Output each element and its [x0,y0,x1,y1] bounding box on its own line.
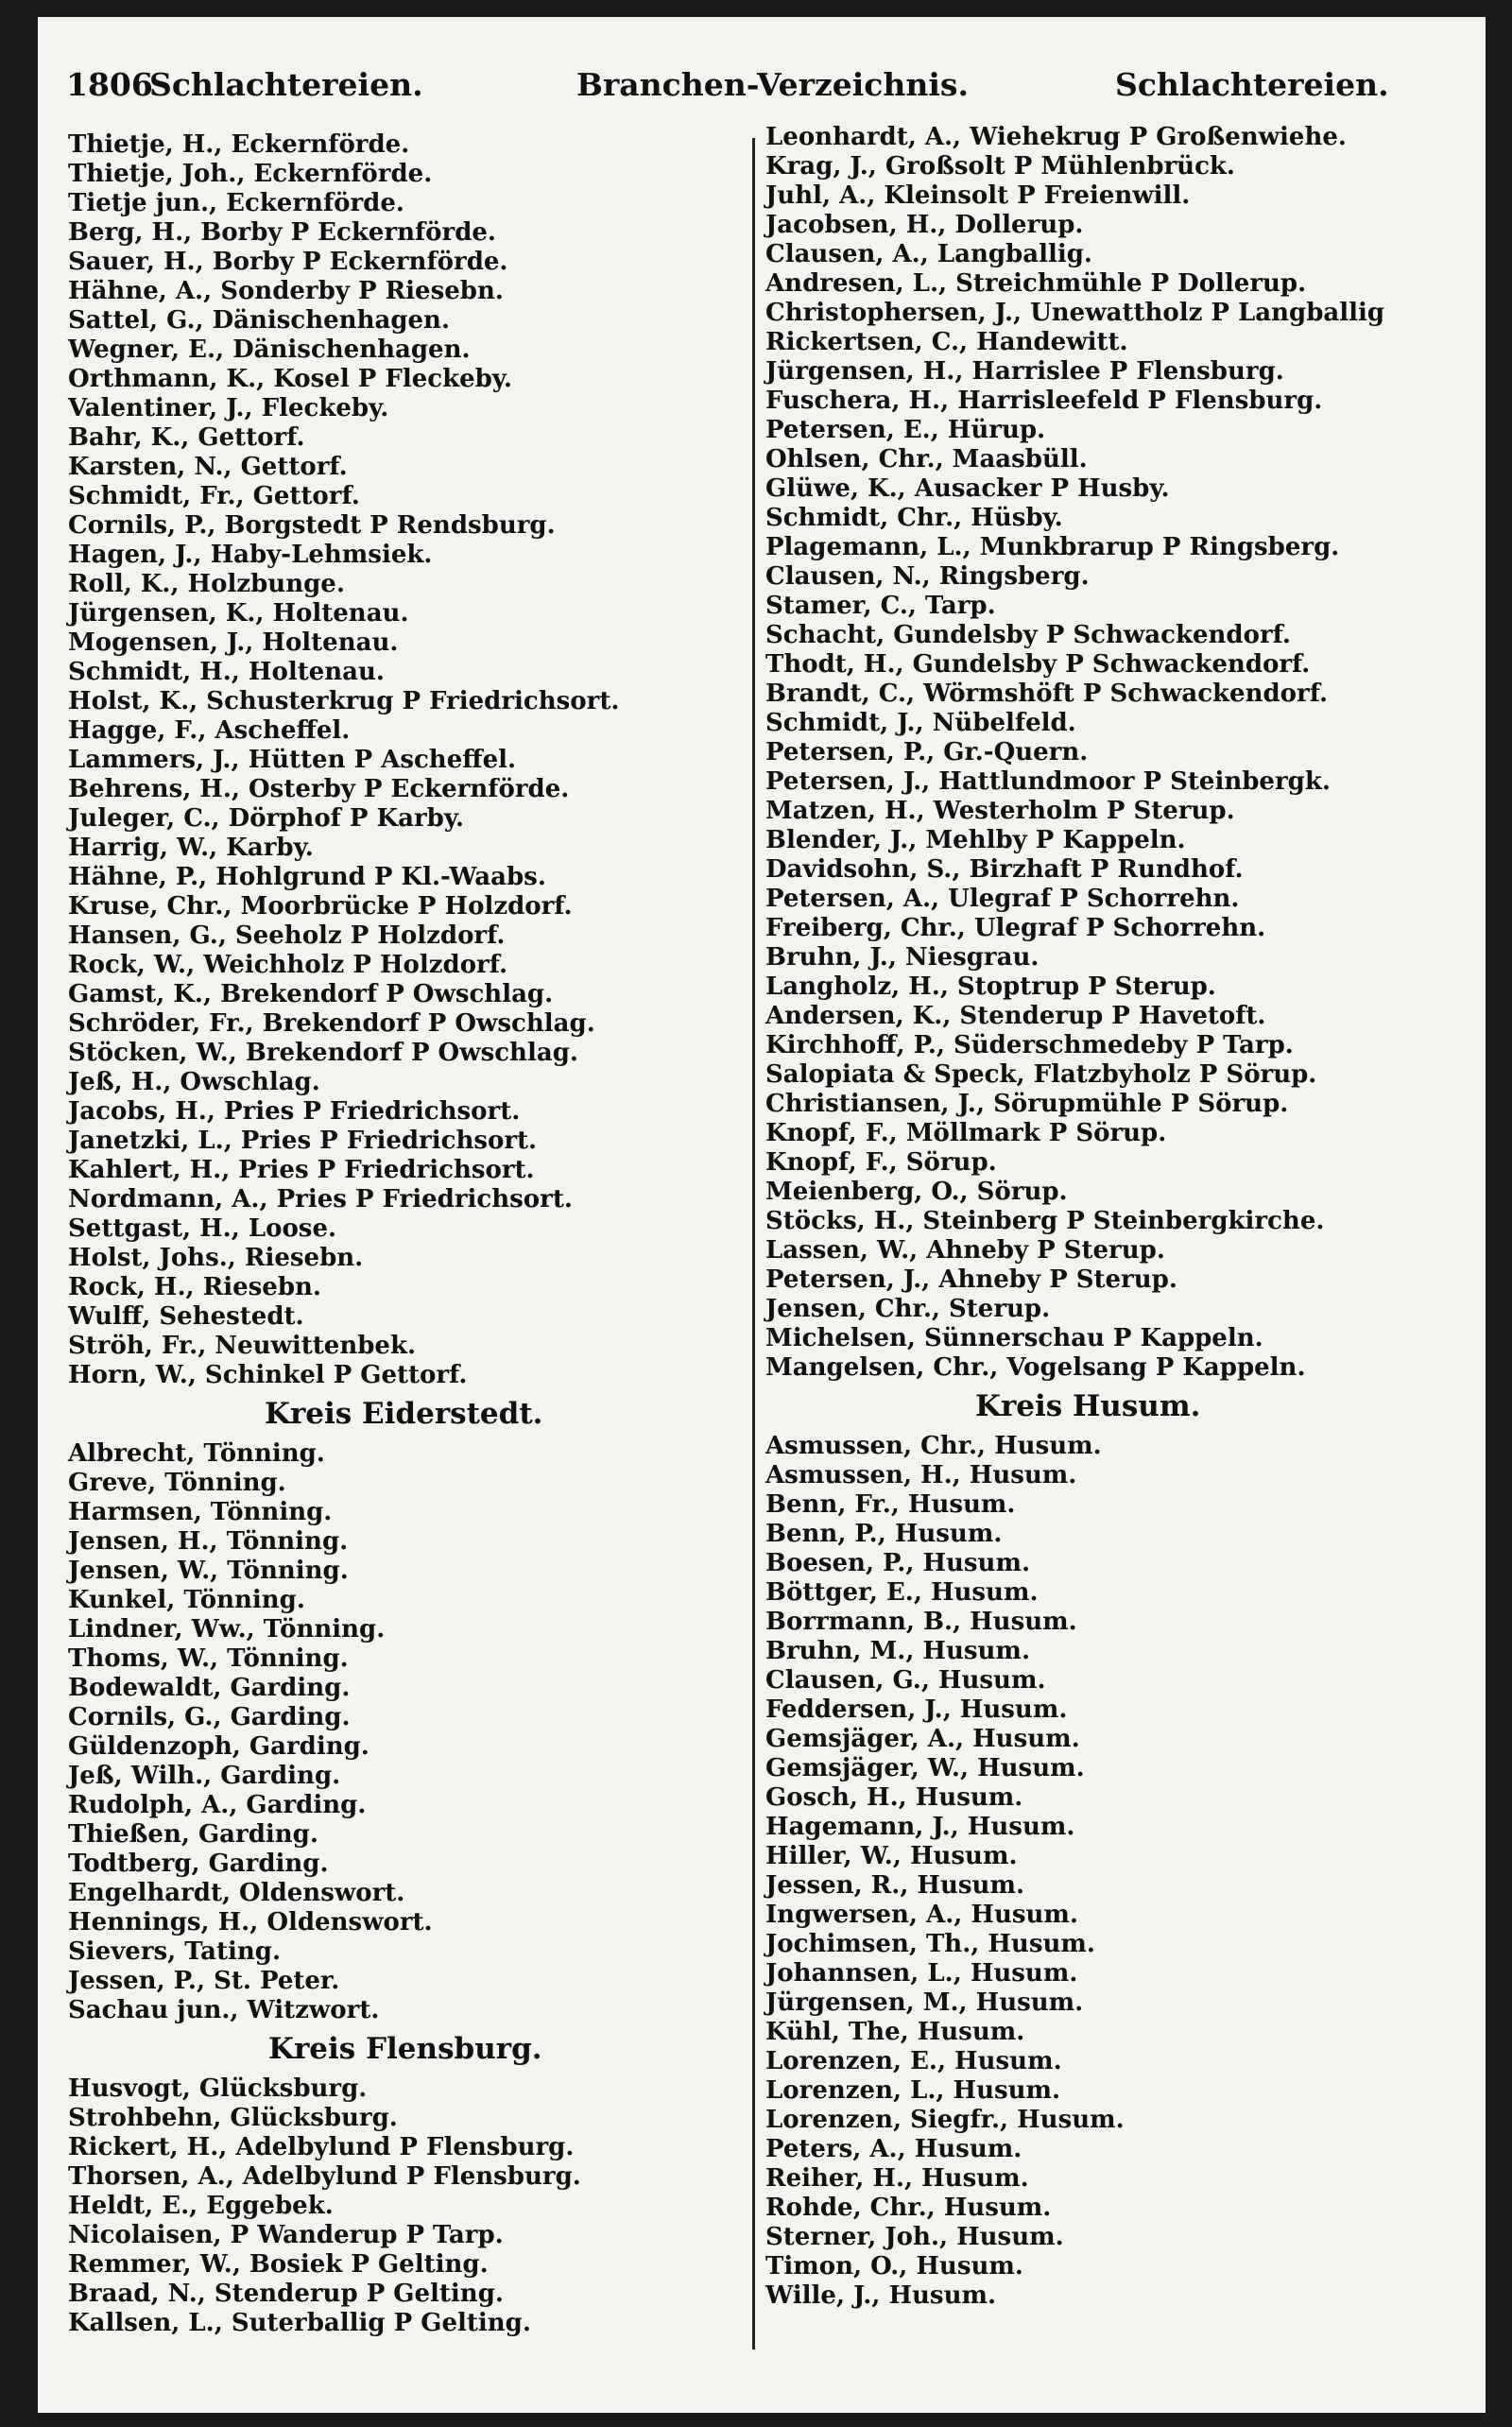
directory-entry: Wulff, Sehestedt. [68,1302,304,1331]
directory-entry: Christophersen, J., Unewattholz P Langballig [765,299,1385,327]
directory-entry: Berg, H., Borby P Eckernförde. [68,218,496,247]
directory-entry: Harmsen, Tönning. [68,1498,333,1526]
directory-entry: Schmidt, Chr., Hüsby. [765,504,1063,532]
directory-entry: Böttger, E., Husum. [765,1578,1039,1607]
directory-entry: Jürgensen, K., Holtenau. [68,599,409,628]
running-head-center: Branchen-Verzeichnis. [576,66,969,103]
directory-entry: Gamst, K., Brekendorf P Owschlag. [68,980,554,1008]
directory-entry: Kunkel, Tönning. [68,1586,305,1614]
directory-entry: Gosch, H., Husum. [765,1783,1023,1812]
running-head-right: Schlachtereien. [1115,66,1389,103]
directory-entry: Schmidt, J., Nübelfeld. [765,709,1076,737]
directory-entry: Thietje, H., Eckernförde. [68,130,410,159]
directory-entry: Jacobs, H., Pries P Friedrichsort. [68,1097,521,1126]
directory-entry: Wegner, E., Dänischenhagen. [68,336,471,364]
directory-entry: Nordmann, A., Pries P Friedrichsort. [68,1185,573,1214]
right-block-flensburg-cont [765,123,1427,1383]
directory-entry: Clausen, N., Ringsberg. [765,562,1090,591]
directory-entry: Asmussen, H., Husum. [765,1461,1077,1489]
directory-entry: Thietje, Joh., Eckernförde. [68,160,433,188]
directory-entry: Davidsohn, S., Birzhaft P Rundhof. [765,855,1244,884]
directory-entry: Mogensen, J., Holtenau. [68,628,399,657]
directory-entry: Rock, W., Weichholz P Holzdorf. [68,951,508,979]
directory-entry: Remmer, W., Bosiek P Gelting. [68,2250,489,2279]
directory-entry: Johannsen, L., Husum. [765,1959,1078,1988]
directory-entry: Timon, O., Husum. [765,2252,1023,2281]
directory-entry: Salopiata & Speck, Flatzbyholz P Sörup. [765,1060,1317,1089]
directory-entry: Husvogt, Glücksburg. [68,2074,368,2103]
directory-entry: Stamer, C., Tarp. [765,592,996,620]
running-head-left: Schlachtereien. [149,66,423,103]
directory-entry: Andresen, L., Streichmühle P Dollerup. [765,269,1307,298]
directory-entry: Kühl, The, Husum. [765,2018,1025,2046]
directory-entry: Hagemann, J., Husum. [765,1813,1075,1841]
directory-entry: Krag, J., Großsolt P Mühlenbrück. [765,152,1235,181]
directory-entry: Petersen, P., Gr.-Quern. [765,738,1089,766]
directory-entry: Holst, K., Schusterkrug P Friedrichsort. [68,687,620,715]
directory-entry: Rudolph, A., Garding. [68,1791,367,1819]
directory-entry: Stöcken, W., Brekendorf P Owschlag. [68,1039,578,1067]
left-column [68,130,730,2338]
directory-entry: Petersen, E., Hürup. [765,416,1046,444]
directory-entry: Boesen, P., Husum. [765,1549,1031,1577]
directory-entry: Andersen, K., Stenderup P Havetoft. [765,1002,1266,1030]
directory-entry: Lorenzen, Siegfr., Husum. [765,2106,1125,2134]
directory-entry: Matzen, H., Westerholm P Sterup. [765,797,1235,825]
directory-entry: Sachau jun., Witzwort. [68,1996,380,2024]
directory-entry: Rickertsen, C., Handewitt. [765,328,1128,356]
directory-entry: Borrmann, B., Husum. [765,1608,1077,1636]
directory-entry: Bahr, K., Gettorf. [68,423,305,452]
directory-entry: Petersen, A., Ulegraf P Schorrehn. [765,885,1240,913]
directory-entry: Kirchhoff, P., Süderschmedeby P Tarp. [765,1031,1294,1059]
directory-entry: Rock, H., Riesebn. [68,1273,321,1301]
directory-entry: Rohde, Chr., Husum. [765,2194,1052,2222]
directory-entry: Cornils, G., Garding. [68,1703,351,1731]
directory-entry: Clausen, A., Langballig. [765,240,1092,268]
directory-entry: Karsten, N., Gettorf. [68,453,348,481]
directory-entry: Bruhn, J., Niesgrau. [765,943,1040,972]
directory-entry: Todtberg, Garding. [68,1850,329,1878]
directory-entry: Feddersen, J., Husum. [765,1695,1068,1724]
directory-entry: Blender, J., Mehlby P Kappeln. [765,826,1186,854]
directory-entry: Greve, Tönning. [68,1469,286,1497]
directory-entry: Jürgensen, H., Harrislee P Flensburg. [765,357,1284,386]
directory-entry: Thorsen, A., Adelbylund P Flensburg. [68,2162,581,2191]
directory-entry: Sievers, Tating. [68,1937,282,1966]
directory-entry: Stöcks, H., Steinberg P Steinbergkirche. [765,1207,1325,1235]
directory-entry: Leonhardt, A., Wiehekrug P Großenwiehe. [765,123,1347,151]
directory-entry: Cornils, P., Borgstedt P Rendsburg. [68,511,556,540]
directory-entry: Bodewaldt, Garding. [68,1674,351,1702]
directory-entry: Valentiner, J., Fleckeby. [68,394,389,422]
directory-entry: Lassen, W., Ahneby P Sterup. [765,1236,1165,1265]
directory-entry: Hiller, W., Husum. [765,1842,1018,1870]
directory-entry: Petersen, J., Hattlundmoor P Steinbergk. [765,767,1331,796]
directory-entry: Lorenzen, E., Husum. [765,2047,1062,2075]
directory-entry: Sauer, H., Borby P Eckernförde. [68,248,508,276]
directory-entry: Heldt, E., Eggebek. [68,2192,334,2220]
directory-entry: Jessen, R., Husum. [765,1871,1025,1900]
left-block-flensburg [68,2074,730,2338]
directory-entry: Güldenzoph, Garding. [68,1732,369,1761]
directory-entry: Lindner, Ww., Tönning. [68,1615,386,1644]
directory-entry: Thodt, H., Gundelsby P Schwackendorf. [765,650,1311,679]
directory-entry: Gemsjäger, W., Husum. [765,1754,1085,1782]
directory-entry: Hennings, H., Oldenswort. [68,1908,433,1936]
left-block-eiderstedt [68,1439,730,2025]
directory-entry: Hähne, P., Hohlgrund P Kl.-Waabs. [68,863,546,891]
directory-entry: Braad, N., Stenderup P Gelting. [68,2280,504,2308]
directory-entry: Mangelsen, Chr., Vogelsang P Kappeln. [765,1353,1306,1382]
directory-entry: Tietje jun., Eckernförde. [68,189,404,217]
directory-entry: Schmidt, H., Holtenau. [68,658,385,686]
directory-entry: Petersen, J., Ahneby P Sterup. [765,1265,1177,1294]
directory-entry: Rickert, H., Adelbylund P Flensburg. [68,2133,575,2161]
directory-entry: Plagemann, L., Munkbrarup P Ringsberg. [765,533,1340,561]
directory-entry: Juhl, A., Kleinsolt P Freienwill. [765,181,1191,210]
directory-entry: Thießen, Garding. [68,1820,318,1849]
directory-entry: Jensen, H., Tönning. [68,1527,349,1556]
directory-entry: Janetzki, L., Pries P Friedrichsort. [68,1127,538,1155]
directory-entry: Jensen, Chr., Sterup. [765,1295,1051,1323]
directory-entry: Benn, P., Husum. [765,1520,1003,1548]
directory-entry: Christiansen, J., Sörupmühle P Sörup. [765,1090,1289,1118]
directory-entry: Kahlert, H., Pries P Friedrichsort. [68,1156,535,1184]
directory-entry: Benn, Fr., Husum. [765,1490,1016,1519]
column-divider [752,138,755,2350]
directory-entry: Jensen, W., Tönning. [68,1557,349,1585]
directory-entry: Hähne, A., Sonderby P Riesebn. [68,277,504,305]
directory-entry: Juleger, C., Dörphof P Karby. [68,804,464,833]
directory-entry: Harrig, W., Karby. [68,834,314,862]
directory-entry: Bruhn, M., Husum. [765,1637,1030,1665]
page-header [66,47,1389,113]
directory-entry: Fuschera, H., Harrisleefeld P Flensburg. [765,387,1323,415]
directory-entry: Holst, Johs., Riesebn. [68,1244,364,1272]
directory-entry: Wille, J., Husum. [765,2281,997,2310]
directory-page [38,17,1486,2413]
directory-entry: Ingwersen, A., Husum. [765,1901,1078,1929]
directory-entry: Knopf, F., Möllmark P Sörup. [765,1119,1167,1147]
directory-entry: Gemsjäger, A., Husum. [765,1725,1080,1753]
left-block-eckernfoerde [68,130,730,1390]
directory-entry: Ohlsen, Chr., Maasbüll. [765,445,1088,473]
directory-entry: Sattel, G., Dänischenhagen. [68,306,451,335]
directory-entry: Schröder, Fr., Brekendorf P Owschlag. [68,1009,595,1038]
directory-entry: Engelhardt, Oldenswort. [68,1879,405,1907]
section-heading-flensburg: Kreis Flensburg. [268,2032,542,2066]
directory-entry: Lorenzen, L., Husum. [765,2076,1061,2105]
directory-entry: Knopf, F., Sörup. [765,1148,997,1177]
directory-entry: Kallsen, L., Suterballig P Gelting. [68,2309,531,2337]
directory-entry: Jacobsen, H., Dollerup. [765,211,1084,239]
directory-entry: Jeß, H., Owschlag. [68,1068,320,1096]
page-number: 1806 [66,66,153,103]
directory-entry: Jochimsen, Th., Husum. [765,1930,1095,1958]
directory-entry: Albrecht, Tönning. [68,1439,325,1468]
section-heading-eiderstedt: Kreis Eiderstedt. [265,1397,543,1431]
directory-entry: Hagge, F., Ascheffel. [68,716,351,745]
directory-entry: Ströh, Fr., Neuwittenbek. [68,1332,417,1360]
directory-entry: Nicolaisen, P Wanderup P Tarp. [68,2221,504,2249]
directory-entry: Settgast, H., Loose. [68,1214,337,1243]
directory-entry: Hagen, J., Haby-Lehmsiek. [68,541,433,569]
directory-entry: Schacht, Gundelsby P Schwackendorf. [765,621,1291,649]
directory-entry: Meienberg, O., Sörup. [765,1178,1068,1206]
right-column [765,123,1427,2311]
directory-entry: Roll, K., Holzbunge. [68,570,345,598]
directory-entry: Behrens, H., Osterby P Eckernförde. [68,775,570,803]
directory-entry: Brandt, C., Wörmshöft P Schwackendorf. [765,680,1329,708]
directory-entry: Horn, W., Schinkel P Gettorf. [68,1361,468,1389]
section-heading-husum: Kreis Husum. [975,1389,1201,1423]
directory-entry: Clausen, G., Husum. [765,1666,1046,1695]
directory-entry: Reiher, H., Husum. [765,2164,1029,2193]
directory-entry: Lammers, J., Hütten P Ascheffel. [68,746,517,774]
directory-entry: Jürgensen, M., Husum. [765,1988,1084,2017]
directory-entry: Jessen, P., St. Peter. [68,1967,340,1995]
right-block-husum [765,1432,1427,2311]
directory-entry: Hansen, G., Seeholz P Holzdorf. [68,921,506,950]
directory-entry: Orthmann, K., Kosel P Fleckeby. [68,365,512,393]
directory-entry: Sterner, Joh., Husum. [765,2223,1064,2251]
directory-entry: Michelsen, Sünnerschau P Kappeln. [765,1324,1263,1352]
directory-entry: Jeß, Wilh., Garding. [68,1762,341,1790]
directory-entry: Peters, A., Husum. [765,2135,1022,2163]
directory-entry: Kruse, Chr., Moorbrücke P Holzdorf. [68,892,573,921]
directory-entry: Schmidt, Fr., Gettorf. [68,482,360,510]
directory-entry: Asmussen, Chr., Husum. [765,1432,1102,1460]
directory-entry: Freiberg, Chr., Ulegraf P Schorrehn. [765,914,1266,942]
directory-entry: Strohbehn, Glücksburg. [68,2104,398,2132]
directory-entry: Glüwe, K., Ausacker P Husby. [765,474,1170,503]
directory-entry: Langholz, H., Stoptrup P Sterup. [765,973,1216,1001]
directory-entry: Thoms, W., Tönning. [68,1644,349,1673]
